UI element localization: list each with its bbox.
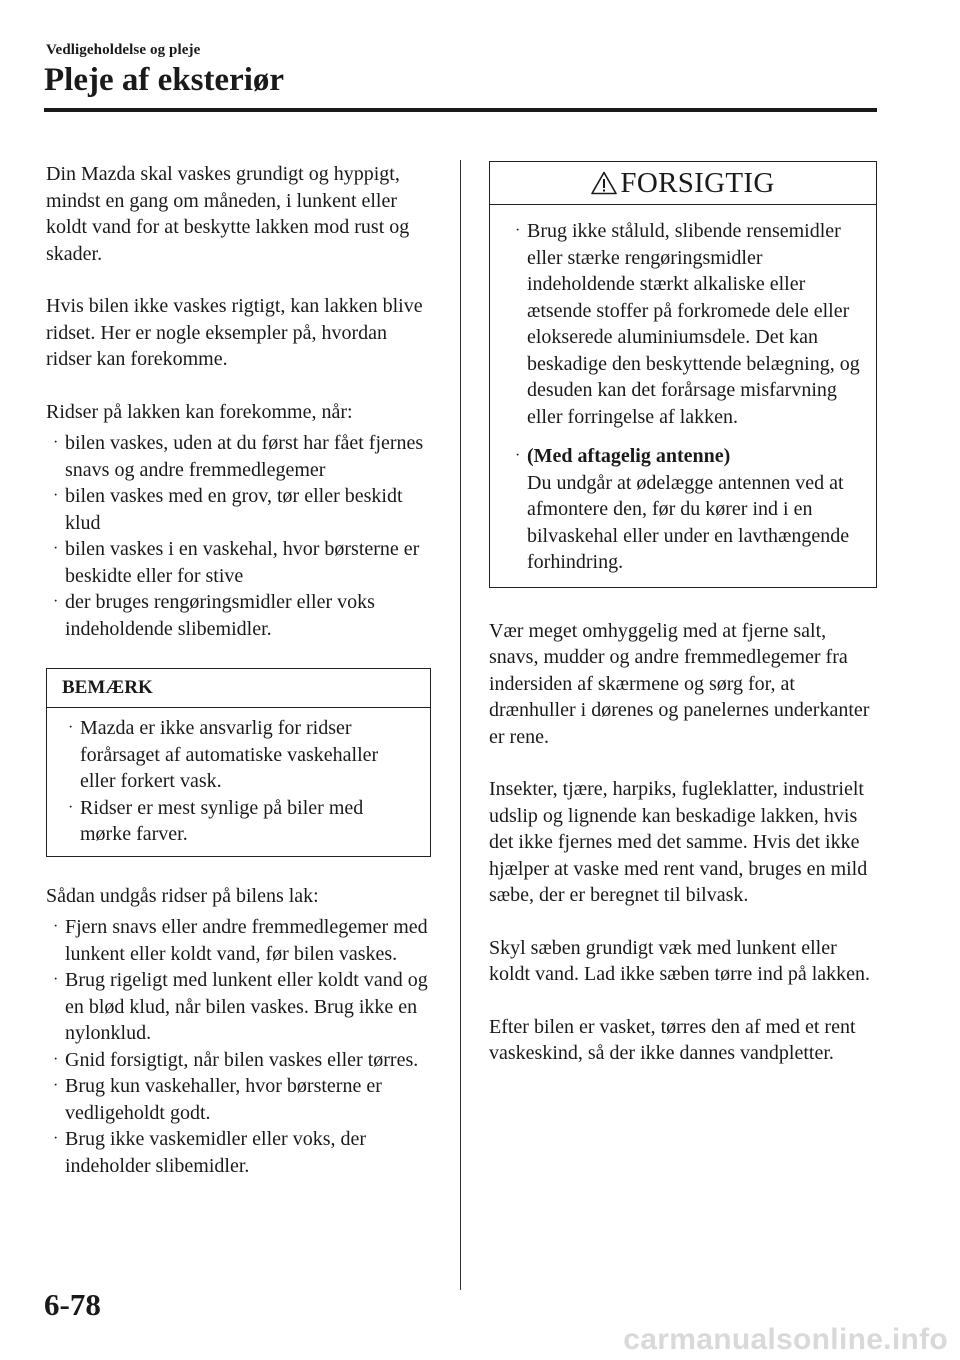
caution-title: FORSIGTIG xyxy=(620,166,775,199)
bullet-icon: · xyxy=(53,1077,59,1094)
page-title: Pleje af eksteriør xyxy=(44,62,285,98)
list-item: · Mazda er ikke ansvarlig for ridser forårsaget af automatiske vaskehaller eller forkert vask. xyxy=(68,717,379,792)
bullet-icon: · xyxy=(68,719,74,736)
list-item: · bilen vaskes med en grov, tør eller beskidt klud xyxy=(53,485,403,534)
left-column xyxy=(46,161,436,1179)
bullet-icon: · xyxy=(53,971,59,988)
list-item: · Brug rigeligt med lunkent eller koldt vand og en blød klud, når bilen vaskes. Brug ikke en nylonklud. xyxy=(53,969,428,1044)
bullet-icon: · xyxy=(53,1050,59,1068)
caution-box xyxy=(489,161,877,588)
avoid-scratches-intro: Sådan undgås ridser på bilens lak: xyxy=(46,884,319,907)
scratch-warning-paragraph: Hvis bilen ikke vaskes rigtigt, kan lakken blive ridset. Her er nogle eksempler på, hvordan ridser kan forekomme. xyxy=(46,295,423,370)
note-heading: BEMÆRK xyxy=(47,669,430,708)
intro-paragraph: Din Mazda skal vaskes grundigt og hyppigt, mindst en gang om måneden, i lunkent eller koldt vand for at beskytte lakken mod rust og skader. xyxy=(46,163,410,265)
page-number: 6-78 xyxy=(44,1287,101,1322)
watermark: carmanualsonline.info xyxy=(623,1323,948,1356)
list-item: · Gnid forsigtigt, når bilen vaskes eller tørres. xyxy=(46,1047,436,1074)
bullet-icon: · xyxy=(53,1130,59,1147)
column-divider xyxy=(460,160,461,1290)
bullet-icon: · xyxy=(53,434,59,451)
rinse-paragraph: Skyl sæben grundigt væk med lunkent eller koldt vand. Lad ikke sæben tørre ind på lakken. xyxy=(489,936,871,985)
avoid-scratches-list xyxy=(46,914,436,1179)
list-item: · Ridser er mest synlige på biler med mørke farver. xyxy=(68,796,364,845)
note-list xyxy=(61,715,416,848)
list-item: · der bruges rengøringsmidler eller voks indeholdende slibemidler. xyxy=(53,591,375,640)
list-item xyxy=(508,443,862,576)
note-box xyxy=(46,668,431,857)
contaminants-paragraph: Insekter, tjære, harpiks, fugleklatter, industrielt udslip og lignende kan beskadige lakken, hvis det ikke fjernes med det samme. Hvis det ikke hjælper at vaske med rent vand, bruges en mild sæbe, der er beregnet til bilvask. xyxy=(489,778,868,906)
bullet-icon: · xyxy=(515,222,521,239)
caution-heading xyxy=(490,162,876,205)
list-item: · bilen vaskes i en vaskehal, hvor børsterne er beskidte eller for stive xyxy=(53,538,420,587)
bullet-icon: · xyxy=(53,593,59,610)
bullet-icon: · xyxy=(68,798,74,816)
bullet-icon: · xyxy=(53,918,59,935)
right-column xyxy=(489,161,877,1093)
list-item: · Brug kun vaskehaller, hvor børsterne er vedligeholdt godt. xyxy=(53,1075,382,1124)
bullet-icon: · xyxy=(53,540,59,557)
salt-removal-paragraph: Vær meget omhyggelig med at fjerne salt, snavs, mudder og andre fremmedlegemer fra indersiden af skærmene og sørg for, at drænhuller i dørenes og panelernes underkanter er rene. xyxy=(489,619,870,748)
caution-list xyxy=(508,218,862,576)
drying-paragraph: Efter bilen er vasket, tørres den af med et rent vaskeskind, så der ikke dannes vandpletter. xyxy=(489,1015,856,1064)
header-rule xyxy=(44,108,877,112)
warning-triangle-icon xyxy=(591,171,617,195)
scratch-causes-list xyxy=(46,430,436,642)
list-item: · Fjern snavs eller andre fremmedlegemer med lunkent eller koldt vand, før bilen vaskes. xyxy=(53,916,428,965)
antenna-subheading: (Med aftagelig antenne) xyxy=(527,445,731,467)
list-item: · Brug ikke vaskemidler eller voks, der indeholder slibemidler. xyxy=(53,1128,367,1177)
bullet-icon: · xyxy=(515,447,521,464)
antenna-text: Du undgår at ødelægge antennen ved at afmontere den, før du kører ind i en bilvaskehal eller under en lavthængende forhindring. xyxy=(527,471,850,573)
scratch-causes-intro: Ridser på lakken kan forekomme, når: xyxy=(46,400,353,423)
list-item: · bilen vaskes, uden at du først har fået fjernes snavs og andre fremmedlegemer xyxy=(53,432,424,481)
bullet-icon: · xyxy=(53,487,59,504)
section-label: Vedligeholdelse og pleje xyxy=(46,42,201,58)
list-item: · Brug ikke ståluld, slibende rensemidler eller stærke rengøringsmidler indeholdende stærkt alkaliske eller ætsende stoffer på forkromede dele eller elokserede aluminiumsdele. Det kan beskadige den beskyttende belægning, og desuden kan det forårsage misfarvning eller forringelse af lakken. xyxy=(515,220,860,428)
